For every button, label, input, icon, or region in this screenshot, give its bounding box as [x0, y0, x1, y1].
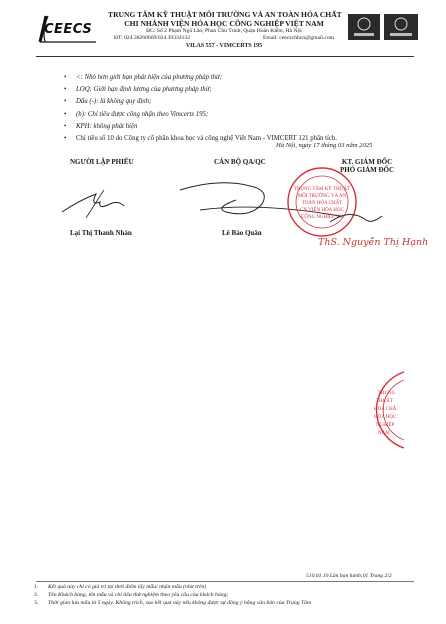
svg-text:NAM: NAM [378, 431, 390, 436]
signature-area [0, 160, 446, 270]
note-item: • KPH: không phát hiện [64, 121, 424, 133]
footer-note [34, 599, 434, 607]
footer-notes [34, 583, 434, 607]
accreditation-line: VILAS 557 - VIMCERTS 195 [185, 43, 263, 49]
director-role-line2: PHÓ GIÁM ĐỐC [340, 166, 395, 175]
org-contact [108, 35, 340, 42]
preparer-role: NGƯỜI LẬP PHIẾU [70, 158, 134, 166]
qa-role: CÁN BỘ QA/QC [214, 158, 266, 166]
company-stamp-icon [288, 168, 382, 236]
director-name: ThS. Nguyễn Thị Hạnh [318, 237, 429, 248]
footer-note-number: 1. [34, 584, 39, 590]
date-line: Hà Nội, ngày 17 tháng 03 năm 2025 [276, 142, 373, 149]
note-item: • (b): Chỉ tiêu được công nhận theo Vimcerts 195; [64, 109, 424, 121]
footer-note [34, 583, 434, 591]
svg-text:NGHIỆP: NGHIỆP [376, 423, 395, 428]
qa-name: Lê Bảo Quân [222, 229, 262, 237]
page-seal-icon [350, 368, 404, 452]
svg-text:HÓA HỌC: HÓA HỌC [374, 415, 397, 420]
svg-text:MÔI TRƯỜNG VÀ AN: MÔI TRƯỜNG VÀ AN [297, 194, 347, 199]
svg-text:CÔNG NGHIỆP VN: CÔNG NGHIỆP VN [301, 215, 343, 220]
svg-text:TOÀN HÓA CHẤT: TOÀN HÓA CHẤT [301, 201, 343, 206]
note-item: • <: Nhỏ hơn giới hạn phát hiện của phương pháp thử; [64, 72, 424, 84]
footer-note-text: Tên Khách hàng, tên mẫu và chỉ tiêu thử nghiệm theo yêu cầu của khách hàng; [48, 592, 229, 598]
svg-text:TRUNG TÂM KỸ THUẬT: TRUNG TÂM KỸ THUẬT [293, 187, 351, 192]
org-name-line1: TRUNG TÂM KỸ THUẬT MÔI TRƯỜNG VÀ AN TOÀN HÓA CHẤT [108, 10, 342, 19]
organization-header [108, 10, 340, 50]
footer-divider [36, 581, 414, 582]
footer-note-number: 3. [34, 600, 39, 606]
certification-badges-icon [348, 14, 418, 40]
org-name-line2: CHI NHÁNH VIỆN HÓA HỌC CÔNG NGHIỆP VIỆT NAM [124, 19, 324, 28]
svg-text:THUẬT: THUẬT [376, 399, 393, 404]
preparer-name: Lại Thị Thanh Nhàn [70, 229, 132, 237]
note-item: • LOQ: Giới hạn định lượng của phương pháp thử; [64, 84, 424, 96]
org-phone: ĐT: 024.38260669/024.39334132 [114, 35, 191, 41]
note-item: • Dấu (-): là không quy định; [64, 96, 424, 108]
footer-note-number: 2. [34, 592, 39, 598]
note-item: • Chỉ tiêu số 10 do Công ty cổ phần khoa học và công nghệ Việt Nam - VIMCERT 121 phân tích. [64, 133, 424, 145]
notes-list [64, 72, 424, 145]
svg-text:CN VIỆN HÓA HỌC: CN VIỆN HÓA HỌC [300, 208, 344, 213]
org-email: Email: ceecsvhhcn@gmail.com [262, 35, 334, 41]
org-address: ĐC: Số 2 Phạm Ngũ Lão, Phan Chu Trinh, Quận Hoàn Kiếm, Hà Nội [146, 28, 302, 34]
preparer-signature-icon [62, 190, 124, 218]
footer-note [34, 591, 434, 599]
svg-text:HÓA CHẤ: HÓA CHẤ [374, 407, 397, 412]
footer-note-text: Kết quả này chỉ có giá trị tại thời điểm lấy mẫu/ nhận mẫu (như trên) [48, 584, 207, 590]
svg-text:TRUNG: TRUNG [378, 391, 396, 396]
document-code: 510.01.10 Lần ban hành:01 Trang 2/2 [306, 573, 392, 579]
footer-note-text: Thời gian lưu mẫu là 5 ngày. Không trích, sao kết quả này nếu không được sự đồng ý bằng văn bản của Trung Tâm [48, 600, 312, 606]
logo-text: CEECS [44, 22, 93, 37]
header-divider [36, 56, 414, 57]
director-role-line1: KT. GIÁM ĐỐC [341, 158, 393, 166]
